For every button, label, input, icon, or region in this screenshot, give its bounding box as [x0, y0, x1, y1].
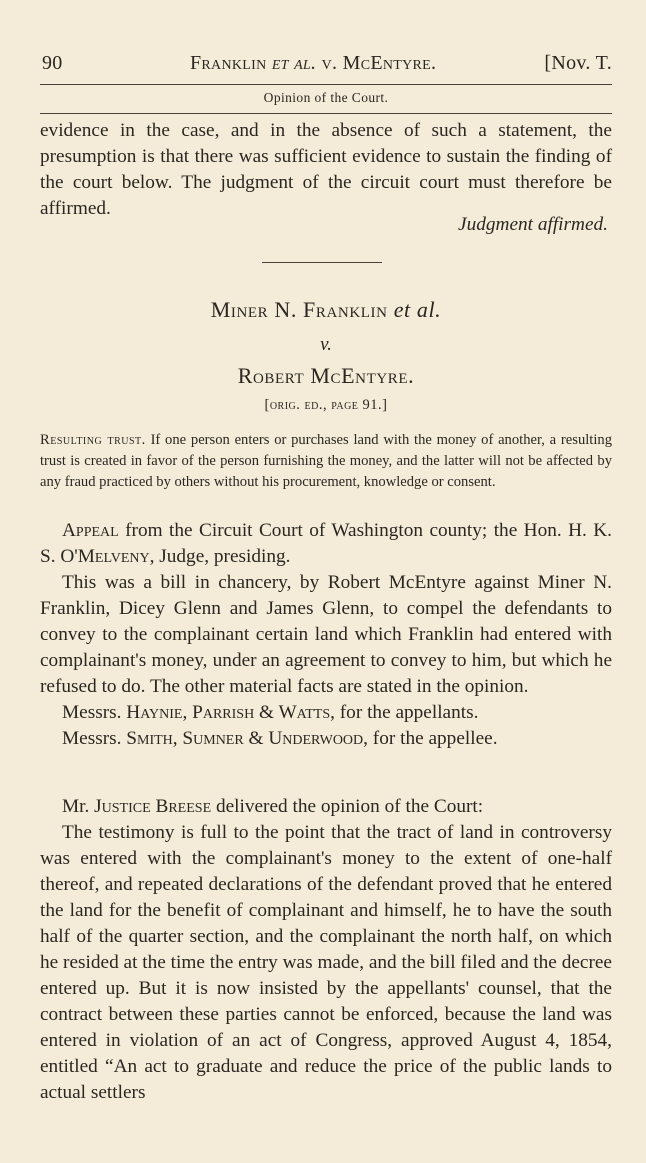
header-rule: [40, 84, 612, 85]
running-head: [40, 52, 612, 82]
case-versus: v.: [320, 334, 332, 355]
bill-paragraph: This was a bill in chancery, by Robert McEntyre against Miner N. Franklin, Dicey Glenn and James Glenn, to compel the defendants to convey to the complainant certain land which Franklin had entered with complainant's money, under an agreement to convey to him, but which he refused to do. The other material facts are stated in the opinion.: [40, 572, 612, 697]
judgment-note: Judgment affirmed.: [458, 214, 608, 235]
page-number: 90: [42, 52, 63, 74]
case-party-appellant: Miner N. Franklin et al.: [210, 297, 442, 322]
original-edition-citation: [orig. ed., page 91.]: [264, 397, 388, 413]
continued-paragraph: evidence in the case, and in the absence of such a statement, the presumption is that there was sufficient evidence to sustain the finding of the court below. The judgment of the circuit court must therefore be affirmed.: [40, 120, 612, 219]
opinion: [40, 794, 612, 1106]
opinion-paragraph: The testimony is full to the point that the tract of land in controversy was entered with the complainant's money to the extent of one-half thereof, and repeated declarations of the defendant proved that he entered the land for the benefit of complainant and himself, he to have the south half of the quarter section, and the complainant the north half, on which he resided at the time the entry was made, and the bill filed and the decree entered up. But it is now insisted by the appellants' counsel, that the contract between these parties cannot be enforced, because the land was entered in violation of an act of Congress, approved August 4, 1854, entitled “An act to graduate and reduce the price of the public lands to actual settlers: [40, 822, 612, 1103]
case-party-appellee: Robert McEntyre.: [237, 363, 415, 388]
opinion-intro: Mr. Justice Breese delivered the opinion of the Court:: [62, 796, 484, 817]
counsel-appellee: Messrs. Smith, Sumner & Underwood, for the appellee.: [62, 728, 498, 749]
headnote-topic: Resulting trust.: [40, 432, 146, 448]
appeal-paragraph: Appeal from the Circuit Court of Washington county; the Hon. H. K. S. O'Melveny, Judge, presiding.: [40, 520, 612, 567]
section-label: Opinion of the Court.: [263, 90, 389, 105]
statement-of-case: [40, 518, 612, 752]
headnote: [40, 430, 612, 493]
case-divider: [262, 262, 382, 263]
headnote-text: If one person enters or purchases land with the money of another, a resulting trust is created in favor of the person furnishing the money, and the latter will not be affected by any fraud practiced by others without his procurement, knowledge or consent.: [40, 432, 613, 490]
term-label: [Nov. T.: [544, 52, 612, 74]
counsel-appellants: Messrs. Haynie, Parrish & Watts, for the appellants.: [62, 702, 479, 723]
section-rule: [40, 113, 612, 114]
running-case-title: Franklin et al. v. McEntyre.: [190, 52, 437, 74]
